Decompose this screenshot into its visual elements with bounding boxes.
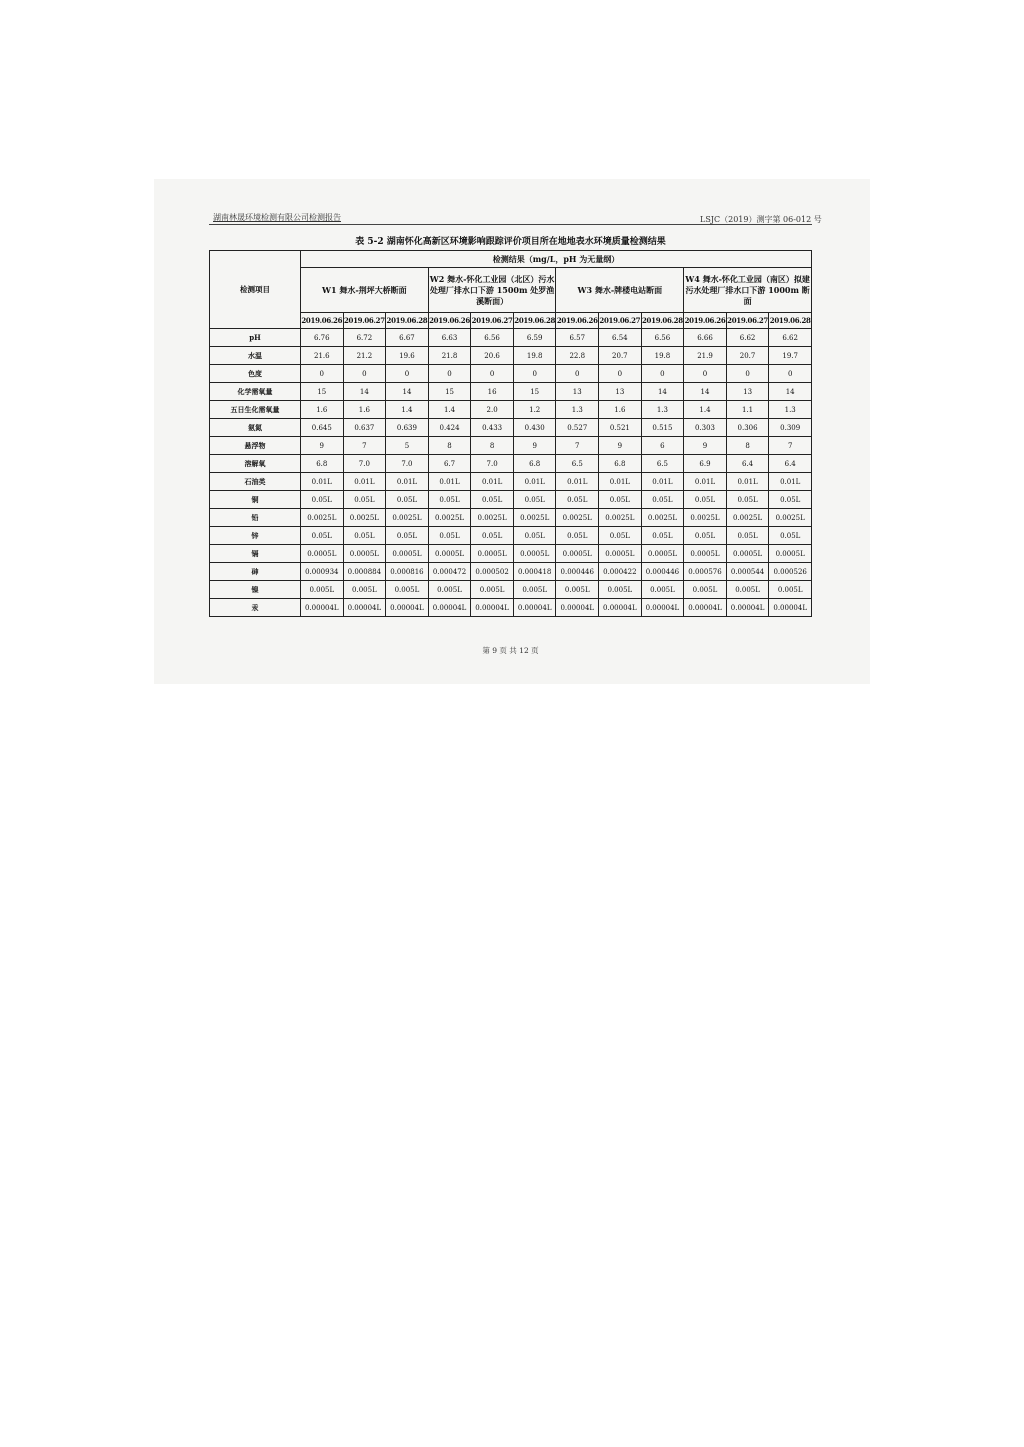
table-row — [210, 581, 812, 599]
item-name-cell: 汞 — [210, 599, 301, 617]
value-cell: 0.521 — [599, 419, 642, 437]
item-name-cell: 镉 — [210, 545, 301, 563]
value-cell: 6.72 — [343, 329, 386, 347]
value-cell: 0.005L — [641, 581, 684, 599]
value-cell: 0.645 — [301, 419, 344, 437]
item-name-cell: 悬浮物 — [210, 437, 301, 455]
value-cell: 6.4 — [769, 455, 812, 473]
item-name-cell: 铜 — [210, 491, 301, 509]
value-cell: 0.00004L — [386, 599, 429, 617]
value-cell: 0.0025L — [513, 509, 556, 527]
table-row — [210, 491, 812, 509]
value-cell: 0.0025L — [641, 509, 684, 527]
value-cell: 0.637 — [343, 419, 386, 437]
value-cell: 7.0 — [386, 455, 429, 473]
value-cell: 0.01L — [343, 473, 386, 491]
value-cell: 0.303 — [684, 419, 727, 437]
date-header-cell: 2019.06.26 — [556, 313, 599, 329]
value-cell: 15 — [301, 383, 344, 401]
table-row — [210, 401, 812, 419]
table-row — [210, 599, 812, 617]
value-cell: 0.0005L — [301, 545, 344, 563]
value-cell: 1.6 — [343, 401, 386, 419]
value-cell: 0 — [386, 365, 429, 383]
value-cell: 0.0005L — [471, 545, 514, 563]
value-cell: 0.05L — [471, 527, 514, 545]
value-cell: 0.00004L — [769, 599, 812, 617]
value-cell: 15 — [428, 383, 471, 401]
value-cell: 6.54 — [599, 329, 642, 347]
value-cell: 0.306 — [726, 419, 769, 437]
value-cell: 0.000446 — [641, 563, 684, 581]
value-cell: 14 — [641, 383, 684, 401]
value-cell: 0 — [641, 365, 684, 383]
item-name-cell: 锌 — [210, 527, 301, 545]
value-cell: 0.05L — [599, 527, 642, 545]
value-cell: 6.8 — [301, 455, 344, 473]
value-cell: 1.6 — [599, 401, 642, 419]
value-cell: 0.0005L — [726, 545, 769, 563]
value-cell: 0.005L — [301, 581, 344, 599]
value-cell: 0.005L — [599, 581, 642, 599]
value-cell: 19.6 — [386, 347, 429, 365]
value-cell: 13 — [726, 383, 769, 401]
value-cell: 0.01L — [769, 473, 812, 491]
value-cell: 19.8 — [641, 347, 684, 365]
value-cell: 0.05L — [684, 491, 727, 509]
value-cell: 20.7 — [599, 347, 642, 365]
value-cell: 20.6 — [471, 347, 514, 365]
value-cell: 0.05L — [513, 491, 556, 509]
value-cell: 7.0 — [343, 455, 386, 473]
value-cell: 0.000472 — [428, 563, 471, 581]
value-cell: 0.005L — [386, 581, 429, 599]
value-cell: 1.1 — [726, 401, 769, 419]
value-cell: 21.6 — [301, 347, 344, 365]
value-cell: 0.05L — [513, 527, 556, 545]
value-cell: 6.4 — [726, 455, 769, 473]
value-cell: 8 — [428, 437, 471, 455]
table-row — [210, 509, 812, 527]
value-cell: 13 — [599, 383, 642, 401]
value-cell: 0.000816 — [386, 563, 429, 581]
results-table — [209, 250, 812, 617]
date-header-cell: 2019.06.26 — [428, 313, 471, 329]
value-cell: 7.0 — [471, 455, 514, 473]
value-cell: 6.5 — [641, 455, 684, 473]
value-cell: 19.8 — [513, 347, 556, 365]
value-cell: 0.05L — [726, 527, 769, 545]
value-cell: 21.2 — [343, 347, 386, 365]
value-cell: 0 — [769, 365, 812, 383]
value-cell: 0.01L — [599, 473, 642, 491]
value-cell: 0.000544 — [726, 563, 769, 581]
results-header: 检测结果（mg/L，pH 为无量纲） — [301, 251, 812, 268]
value-cell: 0.0025L — [726, 509, 769, 527]
item-name-cell: 色度 — [210, 365, 301, 383]
value-cell: 0.05L — [386, 491, 429, 509]
page-footer: 第 9 页 共 12 页 — [482, 646, 539, 655]
value-cell: 0.05L — [641, 491, 684, 509]
date-header-cell: 2019.06.27 — [343, 313, 386, 329]
value-cell: 0.01L — [556, 473, 599, 491]
value-cell: 0.00004L — [301, 599, 344, 617]
value-cell: 0.05L — [556, 491, 599, 509]
value-cell: 0.000934 — [301, 563, 344, 581]
value-cell: 0.01L — [471, 473, 514, 491]
value-cell: 19.7 — [769, 347, 812, 365]
value-cell: 2.0 — [471, 401, 514, 419]
value-cell: 1.6 — [301, 401, 344, 419]
item-name-cell: 镍 — [210, 581, 301, 599]
value-cell: 0.005L — [726, 581, 769, 599]
value-cell: 6 — [641, 437, 684, 455]
header-divider — [209, 224, 812, 225]
table-row — [210, 437, 812, 455]
table-row — [210, 329, 812, 347]
value-cell: 0 — [726, 365, 769, 383]
value-cell: 0.005L — [513, 581, 556, 599]
value-cell: 5 — [386, 437, 429, 455]
value-cell: 0.05L — [769, 491, 812, 509]
table-row — [210, 383, 812, 401]
value-cell: 6.9 — [684, 455, 727, 473]
value-cell: 0.00004L — [513, 599, 556, 617]
value-cell: 0.01L — [301, 473, 344, 491]
value-cell: 0.0005L — [428, 545, 471, 563]
value-cell: 14 — [386, 383, 429, 401]
value-cell: 0.00004L — [343, 599, 386, 617]
value-cell: 0 — [343, 365, 386, 383]
value-cell: 0.0025L — [599, 509, 642, 527]
table-caption: 表 5-2 湖南怀化高新区环境影响跟踪评价项目所在地地表水环境质量检测结果 — [355, 237, 666, 247]
value-cell: 6.67 — [386, 329, 429, 347]
value-cell: 0.05L — [641, 527, 684, 545]
value-cell: 0.0025L — [471, 509, 514, 527]
site-header-w3: W3 舞水-牌楼电站断面 — [556, 268, 684, 313]
value-cell: 0.0005L — [641, 545, 684, 563]
value-cell: 20.7 — [726, 347, 769, 365]
value-cell: 1.3 — [556, 401, 599, 419]
value-cell: 0.0025L — [556, 509, 599, 527]
value-cell: 0 — [556, 365, 599, 383]
value-cell: 6.62 — [726, 329, 769, 347]
value-cell: 0.05L — [301, 527, 344, 545]
value-cell: 8 — [471, 437, 514, 455]
value-cell: 0.000884 — [343, 563, 386, 581]
value-cell: 0.0005L — [386, 545, 429, 563]
value-cell: 0.005L — [684, 581, 727, 599]
item-name-cell: 五日生化需氧量 — [210, 401, 301, 419]
value-cell: 0.00004L — [599, 599, 642, 617]
value-cell: 21.8 — [428, 347, 471, 365]
value-cell: 15 — [513, 383, 556, 401]
value-cell: 0.424 — [428, 419, 471, 437]
value-cell: 1.4 — [428, 401, 471, 419]
value-cell: 0.00004L — [684, 599, 727, 617]
value-cell: 0.00004L — [556, 599, 599, 617]
value-cell: 0 — [301, 365, 344, 383]
value-cell: 6.66 — [684, 329, 727, 347]
value-cell: 0.05L — [769, 527, 812, 545]
table-row — [210, 455, 812, 473]
table-row — [210, 365, 812, 383]
table-row — [210, 527, 812, 545]
value-cell: 6.7 — [428, 455, 471, 473]
value-cell: 0.05L — [556, 527, 599, 545]
value-cell: 1.3 — [641, 401, 684, 419]
value-cell: 1.2 — [513, 401, 556, 419]
value-cell: 0.05L — [428, 527, 471, 545]
value-cell: 6.62 — [769, 329, 812, 347]
value-cell: 21.9 — [684, 347, 727, 365]
date-header-cell: 2019.06.26 — [301, 313, 344, 329]
value-cell: 0 — [599, 365, 642, 383]
value-cell: 0.639 — [386, 419, 429, 437]
table-row — [210, 563, 812, 581]
site-header-w2: W2 舞水-怀化工业园（北区）污水处理厂排水口下游 1500m 处罗渔溪断面） — [428, 268, 556, 313]
value-cell: 7 — [769, 437, 812, 455]
table-row — [210, 419, 812, 437]
value-cell: 0.000526 — [769, 563, 812, 581]
item-name-cell: pH — [210, 329, 301, 347]
value-cell: 9 — [684, 437, 727, 455]
value-cell: 0.0025L — [301, 509, 344, 527]
value-cell: 0.01L — [641, 473, 684, 491]
value-cell: 1.3 — [769, 401, 812, 419]
item-name-cell: 石油类 — [210, 473, 301, 491]
value-cell: 9 — [513, 437, 556, 455]
site-header-w1: W1 舞水-荆坪大桥断面 — [301, 268, 429, 313]
value-cell: 1.4 — [386, 401, 429, 419]
value-cell: 0.005L — [428, 581, 471, 599]
value-cell: 0.0025L — [684, 509, 727, 527]
date-header-cell: 2019.06.27 — [726, 313, 769, 329]
value-cell: 6.63 — [428, 329, 471, 347]
value-cell: 1.4 — [684, 401, 727, 419]
value-cell: 7 — [343, 437, 386, 455]
value-cell: 6.8 — [599, 455, 642, 473]
table-row — [210, 545, 812, 563]
value-cell: 0.05L — [343, 527, 386, 545]
value-cell: 0.00004L — [471, 599, 514, 617]
value-cell: 6.5 — [556, 455, 599, 473]
value-cell: 0.0005L — [513, 545, 556, 563]
value-cell: 0.00004L — [641, 599, 684, 617]
value-cell: 14 — [343, 383, 386, 401]
value-cell: 9 — [599, 437, 642, 455]
value-cell: 0.0005L — [599, 545, 642, 563]
value-cell: 0.0005L — [684, 545, 727, 563]
value-cell: 0 — [471, 365, 514, 383]
value-cell: 0.01L — [726, 473, 769, 491]
value-cell: 0.05L — [343, 491, 386, 509]
item-name-cell: 铅 — [210, 509, 301, 527]
date-header-cell: 2019.06.28 — [641, 313, 684, 329]
value-cell: 0.05L — [471, 491, 514, 509]
value-cell: 7 — [556, 437, 599, 455]
item-name-cell: 水温 — [210, 347, 301, 365]
table-row — [210, 473, 812, 491]
value-cell: 0.000502 — [471, 563, 514, 581]
results-table-wrapper — [209, 250, 812, 617]
value-cell: 0.00004L — [726, 599, 769, 617]
results-table-body — [210, 329, 812, 617]
company-header: 湖南林晟环境检测有限公司检测报告 — [213, 213, 341, 222]
value-cell: 0 — [513, 365, 556, 383]
date-header-cell: 2019.06.26 — [684, 313, 727, 329]
value-cell: 0.309 — [769, 419, 812, 437]
value-cell: 0.0005L — [343, 545, 386, 563]
value-cell: 9 — [301, 437, 344, 455]
value-cell: 0.01L — [684, 473, 727, 491]
value-cell: 0.430 — [513, 419, 556, 437]
value-cell: 8 — [726, 437, 769, 455]
value-cell: 0.01L — [513, 473, 556, 491]
report-number: LSJC（2019）测字第 06-012 号 — [700, 215, 822, 224]
date-header-cell: 2019.06.27 — [599, 313, 642, 329]
value-cell: 0.0025L — [343, 509, 386, 527]
value-cell: 0.05L — [726, 491, 769, 509]
value-cell: 16 — [471, 383, 514, 401]
value-cell: 0.01L — [428, 473, 471, 491]
value-cell: 0.515 — [641, 419, 684, 437]
value-cell: 13 — [556, 383, 599, 401]
value-cell: 14 — [684, 383, 727, 401]
value-cell: 0.000422 — [599, 563, 642, 581]
value-cell: 0.05L — [684, 527, 727, 545]
value-cell: 0.000418 — [513, 563, 556, 581]
value-cell: 0.0025L — [428, 509, 471, 527]
item-name-cell: 化学需氧量 — [210, 383, 301, 401]
value-cell: 0.0005L — [556, 545, 599, 563]
item-name-cell: 溶解氧 — [210, 455, 301, 473]
date-header-cell: 2019.06.28 — [513, 313, 556, 329]
value-cell: 0.005L — [471, 581, 514, 599]
date-header-cell: 2019.06.27 — [471, 313, 514, 329]
value-cell: 6.57 — [556, 329, 599, 347]
value-cell: 14 — [769, 383, 812, 401]
table-row — [210, 347, 812, 365]
value-cell: 0.05L — [301, 491, 344, 509]
value-cell: 0.000446 — [556, 563, 599, 581]
value-cell: 0.005L — [769, 581, 812, 599]
value-cell: 0.01L — [386, 473, 429, 491]
item-name-cell: 砷 — [210, 563, 301, 581]
date-header-cell: 2019.06.28 — [386, 313, 429, 329]
value-cell: 0.05L — [386, 527, 429, 545]
date-header-cell: 2019.06.28 — [769, 313, 812, 329]
value-cell: 0.0025L — [386, 509, 429, 527]
value-cell: 0.0005L — [769, 545, 812, 563]
value-cell: 0.00004L — [428, 599, 471, 617]
value-cell: 0.005L — [343, 581, 386, 599]
value-cell: 0 — [428, 365, 471, 383]
value-cell: 0.005L — [556, 581, 599, 599]
value-cell: 6.56 — [641, 329, 684, 347]
site-header-w4: W4 舞水-怀化工业园（南区）拟建污水处理厂排水口下游 1000m 断面 — [684, 268, 812, 313]
value-cell: 22.8 — [556, 347, 599, 365]
value-cell: 6.56 — [471, 329, 514, 347]
date-header-row — [210, 313, 812, 329]
value-cell: 6.76 — [301, 329, 344, 347]
value-cell: 6.59 — [513, 329, 556, 347]
value-cell: 0.0025L — [769, 509, 812, 527]
value-cell: 0.05L — [599, 491, 642, 509]
value-cell: 0.527 — [556, 419, 599, 437]
value-cell: 0.433 — [471, 419, 514, 437]
value-cell: 0.000576 — [684, 563, 727, 581]
item-name-cell: 氨氮 — [210, 419, 301, 437]
value-cell: 0 — [684, 365, 727, 383]
item-column-header: 检测项目 — [210, 251, 301, 329]
value-cell: 6.8 — [513, 455, 556, 473]
value-cell: 0.05L — [428, 491, 471, 509]
